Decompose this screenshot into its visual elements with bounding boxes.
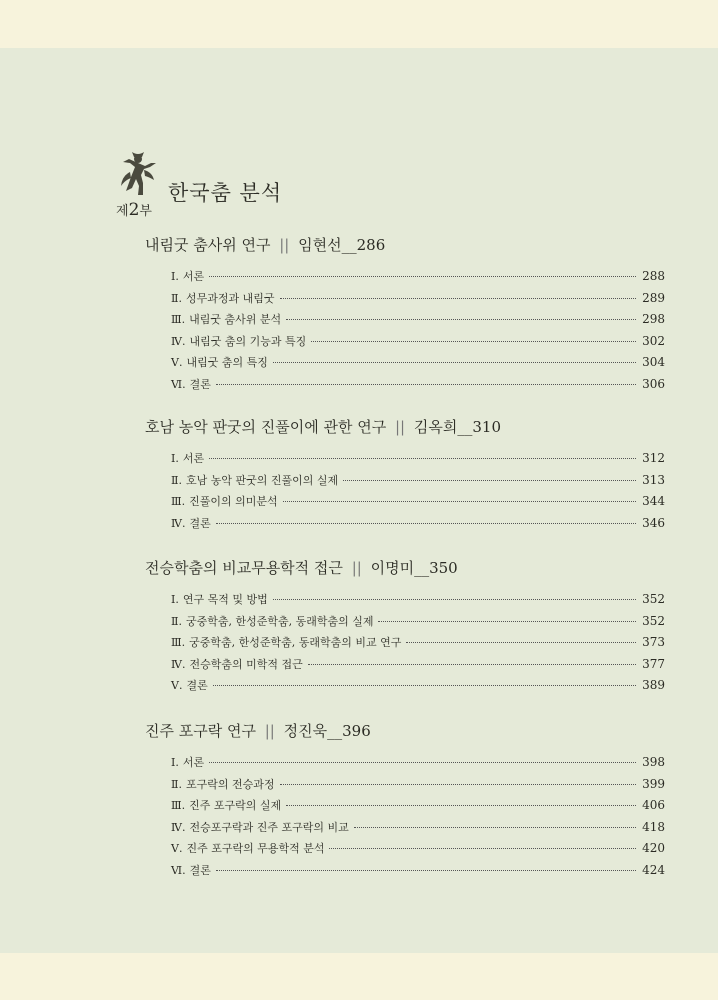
section-start-page: __286 bbox=[341, 236, 386, 254]
item-numeral: Ⅳ. bbox=[171, 820, 186, 834]
item-label: 결론 bbox=[186, 679, 208, 692]
item-label: 포구락의 전승과정 bbox=[185, 777, 275, 791]
toc-item bbox=[145, 266, 665, 288]
dot-leader bbox=[273, 362, 636, 363]
section-separator: || bbox=[394, 418, 406, 436]
section-heading bbox=[145, 557, 665, 579]
toc-item bbox=[145, 513, 665, 535]
item-page: 373 bbox=[642, 635, 665, 649]
item-numeral: Ⅲ. bbox=[171, 799, 186, 812]
item-numeral: Ⅳ. bbox=[171, 334, 186, 348]
toc-section bbox=[145, 234, 665, 395]
toc-item bbox=[145, 374, 665, 396]
item-label: 내림굿 춤의 특징 bbox=[186, 356, 268, 369]
toc-section bbox=[145, 720, 665, 881]
dot-leader bbox=[209, 276, 636, 277]
dot-leader bbox=[216, 870, 636, 871]
item-page: 302 bbox=[642, 333, 665, 348]
section-separator: || bbox=[264, 722, 275, 740]
item-numeral: Ⅱ. bbox=[171, 473, 182, 487]
dot-leader bbox=[216, 523, 636, 524]
section-start-page: __396 bbox=[327, 722, 371, 740]
item-numeral: Ⅰ. bbox=[171, 452, 179, 465]
dot-leader bbox=[283, 501, 636, 502]
dot-leader bbox=[213, 685, 636, 686]
item-page: 424 bbox=[642, 862, 665, 877]
section-author: 이명미 bbox=[370, 559, 415, 577]
toc-item bbox=[145, 632, 665, 654]
section-title: 진주 포구락 연구 bbox=[145, 722, 256, 740]
item-label: 전승학춤의 미학적 접근 bbox=[189, 657, 303, 671]
dot-leader bbox=[354, 827, 636, 828]
section-start-page: __350 bbox=[414, 559, 458, 577]
item-numeral: Ⅴ. bbox=[171, 356, 183, 369]
item-page: 420 bbox=[642, 841, 665, 855]
section-heading bbox=[145, 234, 665, 256]
item-numeral: Ⅲ. bbox=[171, 313, 186, 326]
part-label bbox=[116, 200, 152, 220]
part-header bbox=[118, 150, 418, 220]
toc-item bbox=[145, 752, 665, 774]
item-page: 344 bbox=[642, 494, 665, 508]
toc-item bbox=[145, 817, 665, 839]
item-page: 289 bbox=[642, 290, 665, 305]
dot-leader bbox=[280, 298, 637, 299]
section-heading bbox=[145, 416, 665, 438]
part-label-number: 2 bbox=[128, 200, 140, 220]
dancer-figure-icon bbox=[118, 150, 158, 198]
dot-leader bbox=[209, 762, 636, 763]
section-start-page: __310 bbox=[457, 418, 501, 436]
item-page: 352 bbox=[642, 613, 665, 628]
item-page: 288 bbox=[642, 269, 665, 283]
toc-item bbox=[145, 448, 665, 470]
toc-item bbox=[145, 288, 665, 310]
dot-leader bbox=[329, 848, 636, 849]
item-label: 결론 bbox=[189, 377, 211, 391]
item-numeral: Ⅰ. bbox=[171, 593, 179, 606]
section-separator: || bbox=[279, 236, 290, 254]
item-label: 호남 농악 판굿의 진풀이의 실제 bbox=[185, 473, 339, 487]
toc-item bbox=[145, 838, 665, 860]
dot-leader bbox=[286, 805, 636, 806]
dot-leader bbox=[378, 621, 636, 622]
item-page: 399 bbox=[642, 776, 665, 791]
item-numeral: Ⅴ. bbox=[171, 679, 183, 692]
item-numeral: Ⅲ. bbox=[171, 636, 186, 649]
item-numeral: Ⅰ. bbox=[171, 756, 179, 769]
item-numeral: Ⅲ. bbox=[171, 495, 186, 508]
section-heading bbox=[145, 720, 665, 742]
item-label: 서론 bbox=[182, 452, 205, 465]
item-page: 313 bbox=[642, 472, 665, 487]
item-label: 성무과정과 내림굿 bbox=[185, 291, 275, 305]
item-label: 전승포구락과 진주 포구락의 비교 bbox=[189, 820, 349, 834]
item-page: 398 bbox=[642, 755, 665, 769]
toc-item bbox=[145, 470, 665, 492]
section-title: 호남 농악 판굿의 진풀이에 관한 연구 bbox=[145, 418, 387, 436]
toc-section bbox=[145, 416, 665, 534]
toc-item bbox=[145, 491, 665, 513]
dot-leader bbox=[216, 384, 636, 385]
dot-leader bbox=[280, 784, 637, 785]
item-label: 연구 목적 및 방법 bbox=[182, 593, 268, 606]
item-numeral: Ⅱ. bbox=[171, 614, 182, 628]
toc-item bbox=[145, 352, 665, 374]
toc-item bbox=[145, 860, 665, 882]
item-numeral: Ⅱ. bbox=[171, 777, 182, 791]
item-page: 312 bbox=[642, 451, 665, 465]
item-page: 418 bbox=[642, 819, 665, 834]
item-label: 서론 bbox=[182, 270, 205, 283]
section-title: 전승학춤의 비교무용학적 접근 bbox=[145, 559, 343, 577]
item-label: 결론 bbox=[189, 516, 211, 530]
item-numeral: Ⅳ. bbox=[171, 657, 186, 671]
section-title: 내림굿 춤사위 연구 bbox=[145, 236, 271, 254]
dot-leader bbox=[406, 642, 636, 643]
item-page: 298 bbox=[642, 312, 665, 326]
dot-leader bbox=[273, 599, 636, 600]
item-label: 서론 bbox=[182, 756, 205, 769]
dot-leader bbox=[308, 664, 636, 665]
item-label: 진주 포구락의 무용학적 분석 bbox=[186, 842, 325, 855]
item-label: 궁중학춤, 한성준학춤, 동래학춤의 비교 연구 bbox=[189, 636, 402, 649]
part-label-suffix: 부 bbox=[139, 204, 152, 219]
item-page: 306 bbox=[642, 376, 665, 391]
item-page: 304 bbox=[642, 355, 665, 369]
part-title: 한국춤 분석 bbox=[168, 181, 283, 205]
toc-item bbox=[145, 309, 665, 331]
item-numeral: Ⅳ. bbox=[171, 516, 186, 530]
item-numeral: Ⅵ. bbox=[171, 863, 186, 877]
item-label: 내림굿 춤사위 분석 bbox=[189, 313, 282, 326]
item-page: 352 bbox=[642, 592, 665, 606]
item-label: 내림굿 춤의 기능과 특징 bbox=[189, 334, 307, 348]
dot-leader bbox=[343, 480, 636, 481]
section-author: 김옥희 bbox=[413, 418, 458, 436]
item-page: 389 bbox=[642, 678, 665, 692]
item-numeral: Ⅵ. bbox=[171, 377, 186, 391]
item-numeral: Ⅱ. bbox=[171, 291, 182, 305]
item-label: 진주 포구락의 실제 bbox=[189, 799, 282, 812]
dot-leader bbox=[311, 341, 636, 342]
toc-item bbox=[145, 331, 665, 353]
item-numeral: Ⅴ. bbox=[171, 842, 183, 855]
part-label-prefix: 제 bbox=[116, 204, 129, 219]
toc-item bbox=[145, 675, 665, 697]
item-page: 346 bbox=[642, 515, 665, 530]
dot-leader bbox=[286, 319, 636, 320]
toc-item bbox=[145, 774, 665, 796]
item-page: 377 bbox=[642, 656, 665, 671]
item-numeral: Ⅰ. bbox=[171, 270, 179, 283]
section-author: 정진욱 bbox=[283, 722, 328, 740]
item-label: 궁중학춤, 한성준학춤, 동래학춤의 실제 bbox=[185, 614, 374, 628]
item-label: 결론 bbox=[189, 863, 211, 877]
toc-item bbox=[145, 589, 665, 611]
item-label: 진풀이의 의미분석 bbox=[189, 495, 278, 508]
dot-leader bbox=[209, 458, 636, 459]
toc-item bbox=[145, 795, 665, 817]
section-separator: || bbox=[351, 559, 362, 577]
toc-item bbox=[145, 654, 665, 676]
toc-section bbox=[145, 557, 665, 697]
item-page: 406 bbox=[642, 798, 665, 812]
toc-item bbox=[145, 611, 665, 633]
section-author: 임현선 bbox=[298, 236, 342, 254]
